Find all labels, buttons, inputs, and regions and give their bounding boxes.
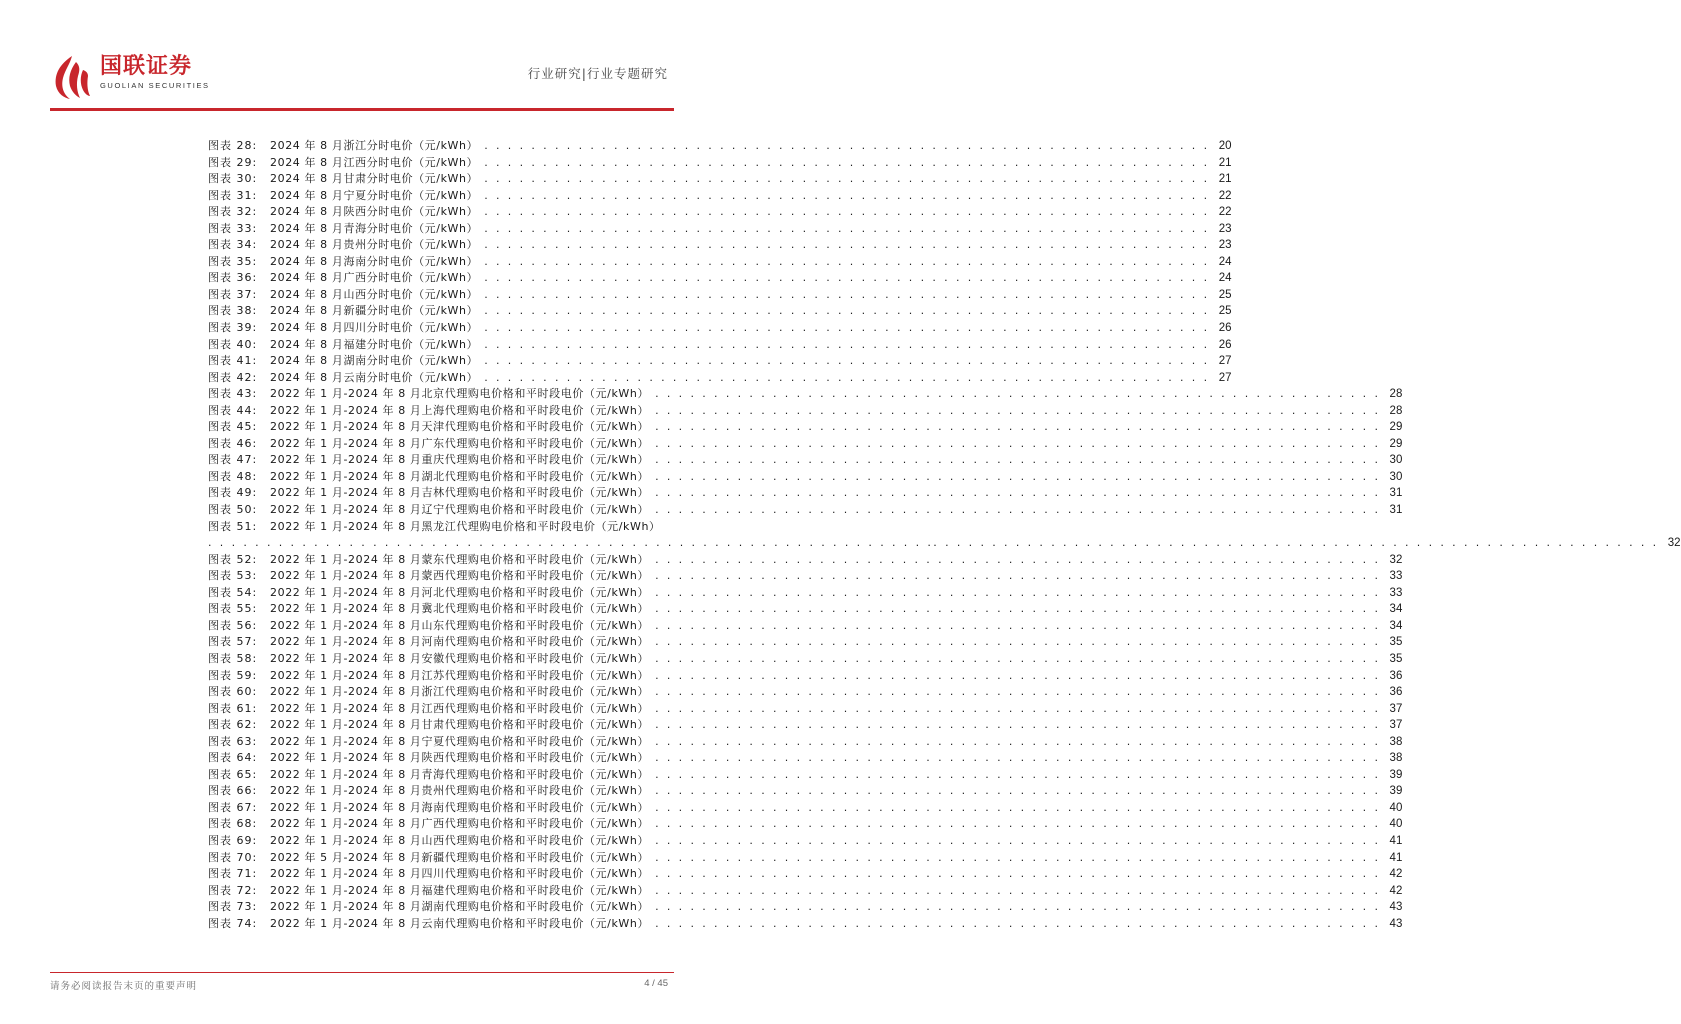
toc-entry[interactable] bbox=[208, 568, 1403, 585]
toc-entry-page: 43 bbox=[1389, 917, 1403, 930]
toc-entry-page: 29 bbox=[1389, 421, 1403, 434]
toc-entry-page: 41 bbox=[1389, 834, 1403, 847]
toc-leader-dots: . . . . . . . . . . . . . . . . . . . . . . . . . . . . . . . . . . . . . . . . . . . . . . . . . . . . . . . . . . . . . . bbox=[484, 321, 1210, 335]
toc-entry[interactable] bbox=[208, 254, 1232, 271]
toc-entry-title: 2022 年 1 月-2024 年 8 月河南代理购电价格和平时段电价（元/kWh） bbox=[270, 635, 650, 649]
toc-entry-title: 2024 年 8 月四川分时电价（元/kWh） bbox=[270, 321, 479, 335]
toc-entry[interactable] bbox=[208, 634, 1403, 651]
toc-leader-dots: . . . . . . . . . . . . . . . . . . . . . . . . . . . . . . . . . . . . . . . . . . . . . . . . . . . . . . . . . . . . . . bbox=[484, 287, 1210, 301]
toc-entry-title: 2022 年 1 月-2024 年 8 月四川代理购电价格和平时段电价（元/kWh） bbox=[270, 867, 650, 881]
toc-entry-page: 31 bbox=[1389, 504, 1403, 517]
toc-entry-title: 2022 年 5 月-2024 年 8 月新疆代理购电价格和平时段电价（元/kWh） bbox=[270, 850, 650, 864]
toc-entry-title: 2024 年 8 月江西分时电价（元/kWh） bbox=[270, 155, 479, 169]
toc-leader-dots: . . . . . . . . . . . . . . . . . . . . . . . . . . . . . . . . . . . . . . . . . . . . . . . . . . . . . . . . . . . . . . bbox=[655, 668, 1381, 682]
toc-entry-page: 39 bbox=[1389, 785, 1403, 798]
toc-entry[interactable] bbox=[208, 734, 1403, 751]
toc-leader-dots: . . . . . . . . . . . . . . . . . . . . . . . . . . . . . . . . . . . . . . . . . . . . . . . . . . . . . . . . . . . . . . bbox=[655, 486, 1381, 500]
toc-entry-title: 2022 年 1 月-2024 年 8 月广西代理购电价格和平时段电价（元/kWh） bbox=[270, 817, 650, 831]
toc-entry-title: 2022 年 1 月-2024 年 8 月湖南代理购电价格和平时段电价（元/kWh） bbox=[270, 900, 650, 914]
toc-entry-page: 22 bbox=[1218, 206, 1232, 219]
toc-leader-dots: . . . . . . . . . . . . . . . . . . . . . . . . . . . . . . . . . . . . . . . . . . . . . . . . . . . . . . . . . . . . . . bbox=[655, 569, 1381, 583]
toc-entry-title: 2024 年 8 月贵州分时电价（元/kWh） bbox=[270, 238, 479, 252]
toc-entry[interactable] bbox=[208, 353, 1232, 370]
logo-chinese-name: 国联证券 bbox=[100, 54, 193, 79]
toc-entry-title: 2024 年 8 月湖南分时电价（元/kWh） bbox=[270, 354, 479, 368]
toc-entry[interactable] bbox=[208, 138, 1232, 155]
toc-leader-dots: . . . . . . . . . . . . . . . . . . . . . . . . . . . . . . . . . . . . . . . . . . . . . . . . . . . . . . . . . . . . . . bbox=[484, 238, 1210, 252]
toc-entry-label: 图表 30: bbox=[208, 172, 258, 186]
toc-entry-title: 2022 年 1 月-2024 年 8 月黑龙江代理购电价格和平时段电价（元/kWh） bbox=[270, 519, 661, 533]
toc-entry-label: 图表 54: bbox=[208, 585, 258, 599]
toc-entry-page: 39 bbox=[1389, 768, 1403, 781]
footer-disclaimer: 请务必阅读报告末页的重要声明 bbox=[50, 981, 198, 992]
toc-leader-dots: . . . . . . . . . . . . . . . . . . . . . . . . . . . . . . . . . . . . . . . . . . . . . . . . . . . . . . . . . . . . . . bbox=[655, 469, 1381, 483]
toc-entry[interactable] bbox=[208, 618, 1403, 635]
toc-entry-label: 图表 67: bbox=[208, 800, 258, 814]
toc-entry-title: 2022 年 1 月-2024 年 8 月广东代理购电价格和平时段电价（元/kWh） bbox=[270, 436, 650, 450]
toc-entry-label: 图表 66: bbox=[208, 784, 258, 798]
toc-entry-label: 图表 68: bbox=[208, 817, 258, 831]
toc-entry-title: 2022 年 1 月-2024 年 8 月甘肃代理购电价格和平时段电价（元/kWh） bbox=[270, 718, 650, 732]
toc-entry-page: 20 bbox=[1218, 140, 1232, 152]
toc-leader-dots: . . . . . . . . . . . . . . . . . . . . . . . . . . . . . . . . . . . . . . . . . . . . . . . . . . . . . . . . . . . . . . bbox=[655, 387, 1381, 401]
toc-leader-dots: . . . . . . . . . . . . . . . . . . . . . . . . . . . . . . . . . . . . . . . . . . . . . . . . . . . . . . . . . . . . . . bbox=[484, 254, 1210, 268]
header-divider bbox=[50, 108, 674, 111]
toc-entry-title: 2024 年 8 月海南分时电价（元/kWh） bbox=[270, 254, 479, 268]
toc-entry[interactable] bbox=[208, 403, 1403, 420]
toc-entry[interactable] bbox=[208, 320, 1232, 337]
toc-entry-page: 34 bbox=[1389, 619, 1403, 632]
toc-leader-dots: . . . . . . . . . . . . . . . . . . . . . . . . . . . . . . . . . . . . . . . . . . . . . . . . . . . . . . . . . . . . . . bbox=[655, 635, 1381, 649]
toc-leader-dots: . . . . . . . . . . . . . . . . . . . . . . . . . . . . . . . . . . . . . . . . . . . . . . . . . . . . . . . . . . . . . . bbox=[655, 602, 1381, 616]
toc-leader-dots: . . . . . . . . . . . . . . . . . . . . . . . . . . . . . . . . . . . . . . . . . . . . . . . . . . . . . . . . . . . . . . bbox=[655, 900, 1381, 914]
toc-entry-page: 43 bbox=[1389, 901, 1403, 914]
toc-entry-label: 图表 29: bbox=[208, 155, 258, 169]
toc-entry[interactable] bbox=[208, 419, 1403, 436]
toc-entry-title: 2022 年 1 月-2024 年 8 月蒙西代理购电价格和平时段电价（元/kWh） bbox=[270, 569, 650, 583]
toc-entry-label: 图表 45: bbox=[208, 420, 258, 434]
toc-entry-continuation[interactable] bbox=[208, 535, 1681, 552]
toc-entry-title: 2022 年 1 月-2024 年 8 月河北代理购电价格和平时段电价（元/kWh） bbox=[270, 585, 650, 599]
toc-entry-label: 图表 64: bbox=[208, 751, 258, 765]
toc-entry-page: 21 bbox=[1218, 173, 1232, 186]
toc-entry-title: 2024 年 8 月甘肃分时电价（元/kWh） bbox=[270, 172, 479, 186]
toc-leader-dots: . . . . . . . . . . . . . . . . . . . . . . . . . . . . . . . . . . . . . . . . . . . . . . . . . . . . . . . . . . . . . . bbox=[655, 552, 1381, 566]
toc-entry-label: 图表 72: bbox=[208, 883, 258, 897]
toc-leader-dots: . . . . . . . . . . . . . . . . . . . . . . . . . . . . . . . . . . . . . . . . . . . . . . . . . . . . . . . . . . . . . . bbox=[655, 585, 1381, 599]
logo-flame-icon bbox=[50, 54, 92, 100]
toc-entry-title: 2022 年 1 月-2024 年 8 月北京代理购电价格和平时段电价（元/kWh） bbox=[270, 387, 650, 401]
toc-leader-dots: . . . . . . . . . . . . . . . . . . . . . . . . . . . . . . . . . . . . . . . . . . . . . . . . . . . . . . . . . . . . . . bbox=[655, 883, 1381, 897]
toc-entry-title: 2022 年 1 月-2024 年 8 月福建代理购电价格和平时段电价（元/kWh） bbox=[270, 883, 650, 897]
toc-leader-dots: . . . . . . . . . . . . . . . . . . . . . . . . . . . . . . . . . . . . . . . . . . . . . . . . . . . . . . . . . . . . . . bbox=[655, 833, 1381, 847]
toc-entry[interactable] bbox=[208, 171, 1232, 188]
toc-entry-title: 2022 年 1 月-2024 年 8 月云南代理购电价格和平时段电价（元/kWh） bbox=[270, 916, 650, 930]
toc-entry[interactable] bbox=[208, 800, 1403, 817]
toc-leader-dots: . . . . . . . . . . . . . . . . . . . . . . . . . . . . . . . . . . . . . . . . . . . . . . . . . . . . . . . . . . . . . . bbox=[655, 503, 1381, 517]
toc-entry-page: 33 bbox=[1389, 586, 1403, 599]
toc-leader-dots: . . . . . . . . . . . . . . . . . . . . . . . . . . . . . . . . . . . . . . . . . . . . . . . . . . . . . . . . . . . . . . bbox=[484, 205, 1210, 219]
toc-leader-dots: . . . . . . . . . . . . . . . . . . . . . . . . . . . . . . . . . . . . . . . . . . . . . . . . . . . . . . . . . . . . . . bbox=[655, 685, 1381, 699]
toc-entry-label: 图表 33: bbox=[208, 221, 258, 235]
toc-entry-label: 图表 62: bbox=[208, 718, 258, 732]
toc-leader-dots: . . . . . . . . . . . . . . . . . . . . . . . . . . . . . . . . . . . . . . . . . . . . . . . . . . . . . . . . . . . . . . bbox=[655, 800, 1381, 814]
toc-entry[interactable] bbox=[208, 469, 1403, 486]
toc-entry-page: 30 bbox=[1389, 470, 1403, 483]
toc-entry[interactable] bbox=[208, 783, 1403, 800]
toc-entry[interactable] bbox=[208, 270, 1232, 287]
toc-entry-page: 32 bbox=[1667, 537, 1681, 550]
toc-entry[interactable] bbox=[208, 337, 1232, 354]
toc-entry-label: 图表 53: bbox=[208, 569, 258, 583]
toc-entry-page: 34 bbox=[1389, 603, 1403, 616]
toc-entry[interactable] bbox=[208, 883, 1403, 900]
toc-entry[interactable] bbox=[208, 585, 1403, 602]
toc-entry[interactable] bbox=[208, 767, 1403, 784]
toc-leader-dots: . . . . . . . . . . . . . . . . . . . . . . . . . . . . . . . . . . . . . . . . . . . . . . . . . . . . . . . . . . . . . . bbox=[484, 337, 1210, 351]
toc-entry[interactable] bbox=[208, 502, 1403, 519]
toc-entry-label: 图表 69: bbox=[208, 833, 258, 847]
toc-entry[interactable] bbox=[208, 237, 1232, 254]
toc-entry-title: 2022 年 1 月-2024 年 8 月上海代理购电价格和平时段电价（元/kWh） bbox=[270, 403, 650, 417]
toc-entry[interactable] bbox=[208, 750, 1403, 767]
toc-entry-page: 28 bbox=[1389, 388, 1403, 401]
toc-entry-label: 图表 37: bbox=[208, 287, 258, 301]
toc-entry-page: 33 bbox=[1389, 570, 1403, 583]
toc-entry[interactable] bbox=[208, 601, 1403, 618]
toc-entry-title: 2024 年 8 月浙江分时电价（元/kWh） bbox=[270, 139, 479, 152]
toc-entry-page: 37 bbox=[1389, 702, 1403, 715]
toc-entry-label: 图表 49: bbox=[208, 486, 258, 500]
toc-leader-dots: . . . . . . . . . . . . . . . . . . . . . . . . . . . . . . . . . . . . . . . . . . . . . . . . . . . . . . . . . . . . . . bbox=[484, 304, 1210, 318]
toc-entry-title: 2022 年 1 月-2024 年 8 月重庆代理购电价格和平时段电价（元/kWh） bbox=[270, 453, 650, 467]
toc-entry-page: 32 bbox=[1389, 553, 1403, 566]
toc-entry-title: 2022 年 1 月-2024 年 8 月辽宁代理购电价格和平时段电价（元/kWh） bbox=[270, 503, 650, 517]
toc-entry-label: 图表 65: bbox=[208, 767, 258, 781]
toc-entry[interactable] bbox=[208, 519, 672, 536]
toc-entry[interactable] bbox=[208, 221, 1232, 238]
toc-entry[interactable] bbox=[208, 899, 1403, 916]
toc-entry-title: 2024 年 8 月云南分时电价（元/kWh） bbox=[270, 370, 479, 384]
toc-leader-dots: . . . . . . . . . . . . . . . . . . . . . . . . . . . . . . . . . . . . . . . . . . . . . . . . . . . . . . . . . . . . . . bbox=[655, 718, 1381, 732]
toc-entry[interactable] bbox=[208, 552, 1403, 569]
toc-entry[interactable] bbox=[208, 303, 1232, 320]
toc-leader-dots: . . . . . . . . . . . . . . . . . . . . . . . . . . . . . . . . . . . . . . . . . . . . . . . . . . . . . . . . . . . . . . bbox=[655, 403, 1381, 417]
toc-entry-title: 2022 年 1 月-2024 年 8 月宁夏代理购电价格和平时段电价（元/kWh） bbox=[270, 734, 650, 748]
toc-entry-label: 图表 51: bbox=[208, 519, 258, 533]
company-logo bbox=[50, 54, 210, 100]
toc-entry-label: 图表 56: bbox=[208, 618, 258, 632]
toc-entry-title: 2024 年 8 月青海分时电价（元/kWh） bbox=[270, 221, 479, 235]
page-header bbox=[0, 0, 724, 118]
toc-entry[interactable] bbox=[208, 850, 1403, 867]
toc-entry-title: 2024 年 8 月陕西分时电价（元/kWh） bbox=[270, 205, 479, 219]
toc-entry[interactable] bbox=[208, 287, 1232, 304]
toc-entry-title: 2022 年 1 月-2024 年 8 月贵州代理购电价格和平时段电价（元/kWh） bbox=[270, 784, 650, 798]
toc-entry-title: 2024 年 8 月宁夏分时电价（元/kWh） bbox=[270, 188, 479, 202]
toc-entry-page: 22 bbox=[1218, 189, 1232, 202]
toc-entry-page: 35 bbox=[1389, 652, 1403, 665]
toc-leader-dots: . . . . . . . . . . . . . . . . . . . . . . . . . . . . . . . . . . . . . . . . . . . . . . . . . . . . . . . . . . . . . . bbox=[484, 172, 1210, 186]
toc-entry[interactable] bbox=[208, 866, 1403, 883]
toc-entry-page: 40 bbox=[1389, 818, 1403, 831]
toc-entry-title: 2022 年 1 月-2024 年 8 月海南代理购电价格和平时段电价（元/kWh） bbox=[270, 800, 650, 814]
toc-entry-page: 31 bbox=[1389, 487, 1403, 500]
toc-entry-page: 40 bbox=[1389, 801, 1403, 814]
toc-entry-label: 图表 31: bbox=[208, 188, 258, 202]
toc-entry[interactable] bbox=[208, 436, 1403, 453]
toc-leader-dots: . . . . . . . . . . . . . . . . . . . . . . . . . . . . . . . . . . . . . . . . . . . . . . . . . . . . . . . . . . . . . . bbox=[655, 734, 1381, 748]
toc-entry-page: 41 bbox=[1389, 851, 1403, 864]
toc-entry-title: 2022 年 1 月-2024 年 8 月冀北代理购电价格和平时段电价（元/kWh） bbox=[270, 602, 650, 616]
toc-entry-page: 27 bbox=[1218, 371, 1232, 384]
toc-entry-label: 图表 39: bbox=[208, 321, 258, 335]
toc-entry-title: 2022 年 1 月-2024 年 8 月安徽代理购电价格和平时段电价（元/kWh） bbox=[270, 651, 650, 665]
toc-entry[interactable] bbox=[208, 717, 1403, 734]
toc-entry-title: 2022 年 1 月-2024 年 8 月蒙东代理购电价格和平时段电价（元/kWh） bbox=[270, 552, 650, 566]
toc-leader-dots: . . . . . . . . . . . . . . . . . . . . . . . . . . . . . . . . . . . . . . . . . . . . . . . . . . . . . . . . . . . . . . bbox=[655, 817, 1381, 831]
toc-leader-dots: . . . . . . . . . . . . . . . . . . . . . . . . . . . . . . . . . . . . . . . . . . . . . . . . . . . . . . . . . . . . . . bbox=[655, 767, 1381, 781]
toc-entry-label: 图表 73: bbox=[208, 900, 258, 914]
toc-entry-page: 29 bbox=[1389, 437, 1403, 450]
toc-entry-title: 2022 年 1 月-2024 年 8 月浙江代理购电价格和平时段电价（元/kWh） bbox=[270, 685, 650, 699]
toc-entry-page: 37 bbox=[1389, 719, 1403, 732]
logo-english-name: GUOLIAN SECURITIES bbox=[100, 81, 210, 90]
report-category: 行业研究|行业专题研究 bbox=[527, 66, 668, 81]
toc-entry[interactable] bbox=[208, 668, 1403, 685]
toc-entry-page: 35 bbox=[1389, 636, 1403, 649]
toc-leader-dots: . . . . . . . . . . . . . . . . . . . . . . . . . . . . . . . . . . . . . . . . . . . . . . . . . . . . . . . . . . . . . . bbox=[484, 370, 1210, 384]
toc-entry[interactable] bbox=[208, 386, 1403, 403]
toc-entry-label: 图表 57: bbox=[208, 635, 258, 649]
toc-entry-title: 2024 年 8 月新疆分时电价（元/kWh） bbox=[270, 304, 479, 318]
toc-entry-title: 2022 年 1 月-2024 年 8 月天津代理购电价格和平时段电价（元/kWh） bbox=[270, 420, 650, 434]
toc-entry-page: 24 bbox=[1218, 272, 1232, 285]
toc-leader-dots: . . . . . . . . . . . . . . . . . . . . . . . . . . . . . . . . . . . . . . . . . . . . . . . . . . . . . . . . . . . . . . bbox=[655, 784, 1381, 798]
toc-leader-dots: . . . . . . . . . . . . . . . . . . . . . . . . . . . . . . . . . . . . . . . . . . . . . . . . . . . . . . . . . . . . . . bbox=[484, 188, 1210, 202]
toc-entry-title: 2022 年 1 月-2024 年 8 月湖北代理购电价格和平时段电价（元/kWh） bbox=[270, 469, 650, 483]
toc-entry-label: 图表 32: bbox=[208, 205, 258, 219]
toc-entry-label: 图表 28: bbox=[208, 139, 258, 152]
toc-entry-label: 图表 43: bbox=[208, 387, 258, 401]
toc-entry-title: 2022 年 1 月-2024 年 8 月江西代理购电价格和平时段电价（元/kWh） bbox=[270, 701, 650, 715]
toc-entry[interactable] bbox=[208, 452, 1403, 469]
toc-leader-dots: . . . . . . . . . . . . . . . . . . . . . . . . . . . . . . . . . . . . . . . . . . . . . . . . . . . . . . . . . . . . . .. . . . . . . . . . . . . . . . . . . . . . . . . . . . . . . . . . . . . . . . . . . . . . . . . . . . . . . . . . . . . . bbox=[208, 536, 1659, 550]
toc-leader-dots: . . . . . . . . . . . . . . . . . . . . . . . . . . . . . . . . . . . . . . . . . . . . . . . . . . . . . . . . . . . . . . bbox=[484, 354, 1210, 368]
toc-entry-label: 图表 34: bbox=[208, 238, 258, 252]
toc-entry-label: 图表 59: bbox=[208, 668, 258, 682]
toc-entry[interactable] bbox=[208, 204, 1232, 221]
toc-leader-dots: . . . . . . . . . . . . . . . . . . . . . . . . . . . . . . . . . . . . . . . . . . . . . . . . . . . . . . . . . . . . . . bbox=[655, 453, 1381, 467]
toc-entry-page: 26 bbox=[1218, 338, 1232, 351]
toc-leader-dots: . . . . . . . . . . . . . . . . . . . . . . . . . . . . . . . . . . . . . . . . . . . . . . . . . . . . . . . . . . . . . . bbox=[484, 155, 1210, 169]
toc-entry-page: 23 bbox=[1218, 239, 1232, 252]
toc-entry[interactable] bbox=[208, 916, 1403, 933]
toc-entry[interactable] bbox=[208, 485, 1403, 502]
toc-entry-label: 图表 42: bbox=[208, 370, 258, 384]
toc-leader-dots: . . . . . . . . . . . . . . . . . . . . . . . . . . . . . . . . . . . . . . . . . . . . . . . . . . . . . . . . . . . . . . bbox=[655, 436, 1381, 450]
toc-leader-dots: . . . . . . . . . . . . . . . . . . . . . . . . . . . . . . . . . . . . . . . . . . . . . . . . . . . . . . . . . . . . . . bbox=[655, 701, 1381, 715]
toc-entry-title: 2024 年 8 月福建分时电价（元/kWh） bbox=[270, 337, 479, 351]
toc-entry-title: 2022 年 1 月-2024 年 8 月青海代理购电价格和平时段电价（元/kWh） bbox=[270, 767, 650, 781]
toc-entry-page: 27 bbox=[1218, 355, 1232, 368]
toc-entry-label: 图表 52: bbox=[208, 552, 258, 566]
toc-entry-page: 38 bbox=[1389, 752, 1403, 765]
toc-leader-dots: . . . . . . . . . . . . . . . . . . . . . . . . . . . . . . . . . . . . . . . . . . . . . . . . . . . . . . . . . . . . . . bbox=[655, 618, 1381, 632]
toc-entry-title: 2024 年 8 月广西分时电价（元/kWh） bbox=[270, 271, 479, 285]
toc-entry-title: 2022 年 1 月-2024 年 8 月江苏代理购电价格和平时段电价（元/kWh） bbox=[270, 668, 650, 682]
toc-entry-label: 图表 48: bbox=[208, 469, 258, 483]
page-number: 4 / 45 bbox=[644, 978, 668, 989]
toc-entry-label: 图表 44: bbox=[208, 403, 258, 417]
toc-entry[interactable] bbox=[208, 833, 1403, 850]
toc-entry[interactable] bbox=[208, 188, 1232, 205]
toc-entry-label: 图表 40: bbox=[208, 337, 258, 351]
toc-entry-page: 30 bbox=[1389, 454, 1403, 467]
toc-entry-label: 图表 61: bbox=[208, 701, 258, 715]
toc-entry-title: 2022 年 1 月-2024 年 8 月吉林代理购电价格和平时段电价（元/kWh） bbox=[270, 486, 650, 500]
toc-entry-label: 图表 50: bbox=[208, 503, 258, 517]
toc-entry[interactable] bbox=[208, 684, 1403, 701]
toc-leader-dots: . . . . . . . . . . . . . . . . . . . . . . . . . . . . . . . . . . . . . . . . . . . . . . . . . . . . . . . . . . . . . . bbox=[655, 850, 1381, 864]
toc-entry-page: 28 bbox=[1389, 404, 1403, 417]
toc-entry-label: 图表 35: bbox=[208, 254, 258, 268]
toc-leader-dots: . . . . . . . . . . . . . . . . . . . . . . . . . . . . . . . . . . . . . . . . . . . . . . . . . . . . . . . . . . . . . . bbox=[655, 420, 1381, 434]
toc-entry-page: 42 bbox=[1389, 884, 1403, 897]
toc-entry-label: 图表 41: bbox=[208, 354, 258, 368]
toc-leader-dots: . . . . . . . . . . . . . . . . . . . . . . . . . . . . . . . . . . . . . . . . . . . . . . . . . . . . . . . . . . . . . . bbox=[655, 751, 1381, 765]
toc-leader-dots: . . . . . . . . . . . . . . . . . . . . . . . . . . . . . . . . . . . . . . . . . . . . . . . . . . . . . . . . . . . . . . bbox=[484, 271, 1210, 285]
toc-entry-title: 2022 年 1 月-2024 年 8 月山西代理购电价格和平时段电价（元/kWh） bbox=[270, 833, 650, 847]
toc-entry-label: 图表 58: bbox=[208, 651, 258, 665]
toc-entry-page: 24 bbox=[1218, 255, 1232, 268]
toc-entry-page: 38 bbox=[1389, 735, 1403, 748]
toc-entry-page: 36 bbox=[1389, 686, 1403, 699]
toc-entry-label: 图表 47: bbox=[208, 453, 258, 467]
toc-leader-dots: . . . . . . . . . . . . . . . . . . . . . . . . . . . . . . . . . . . . . . . . . . . . . . . . . . . . . . . . . . . . . . bbox=[484, 139, 1210, 152]
toc-entry-title: 2022 年 1 月-2024 年 8 月陕西代理购电价格和平时段电价（元/kWh） bbox=[270, 751, 650, 765]
toc-leader-dots: . . . . . . . . . . . . . . . . . . . . . . . . . . . . . . . . . . . . . . . . . . . . . . . . . . . . . . . . . . . . . . bbox=[655, 651, 1381, 665]
toc-entry-page: 21 bbox=[1218, 156, 1232, 169]
toc-entry[interactable] bbox=[208, 651, 1403, 668]
toc-entry-page: 25 bbox=[1218, 305, 1232, 318]
toc-entry-page: 23 bbox=[1218, 222, 1232, 235]
toc-entry-label: 图表 70: bbox=[208, 850, 258, 864]
toc-entry-label: 图表 36: bbox=[208, 271, 258, 285]
toc-entry-label: 图表 46: bbox=[208, 436, 258, 450]
toc-entry[interactable] bbox=[208, 370, 1232, 387]
toc-entry[interactable] bbox=[208, 701, 1403, 718]
toc-entry-label: 图表 71: bbox=[208, 867, 258, 881]
toc-entry-label: 图表 60: bbox=[208, 685, 258, 699]
toc-entry-page: 36 bbox=[1389, 669, 1403, 682]
toc-entry-label: 图表 55: bbox=[208, 602, 258, 616]
toc-entry-title: 2022 年 1 月-2024 年 8 月山东代理购电价格和平时段电价（元/kWh） bbox=[270, 618, 650, 632]
toc-entry[interactable] bbox=[208, 816, 1403, 833]
toc-leader-dots: . . . . . . . . . . . . . . . . . . . . . . . . . . . . . . . . . . . . . . . . . . . . . . . . . . . . . . . . . . . . . . bbox=[484, 221, 1210, 235]
footer-divider bbox=[50, 972, 674, 973]
toc-entry-page: 42 bbox=[1389, 868, 1403, 881]
toc-entry-page: 26 bbox=[1218, 322, 1232, 335]
toc-entry-label: 图表 38: bbox=[208, 304, 258, 318]
figure-list bbox=[208, 138, 1681, 932]
toc-leader-dots: . . . . . . . . . . . . . . . . . . . . . . . . . . . . . . . . . . . . . . . . . . . . . . . . . . . . . . . . . . . . . . bbox=[655, 916, 1381, 930]
toc-leader-dots: . . . . . . . . . . . . . . . . . . . . . . . . . . . . . . . . . . . . . . . . . . . . . . . . . . . . . . . . . . . . . . bbox=[655, 867, 1381, 881]
toc-entry-label: 图表 74: bbox=[208, 916, 258, 930]
toc-entry-label: 图表 63: bbox=[208, 734, 258, 748]
toc-entry-title: 2024 年 8 月山西分时电价（元/kWh） bbox=[270, 287, 479, 301]
toc-entry[interactable] bbox=[208, 155, 1232, 172]
toc-entry-page: 25 bbox=[1218, 288, 1232, 301]
